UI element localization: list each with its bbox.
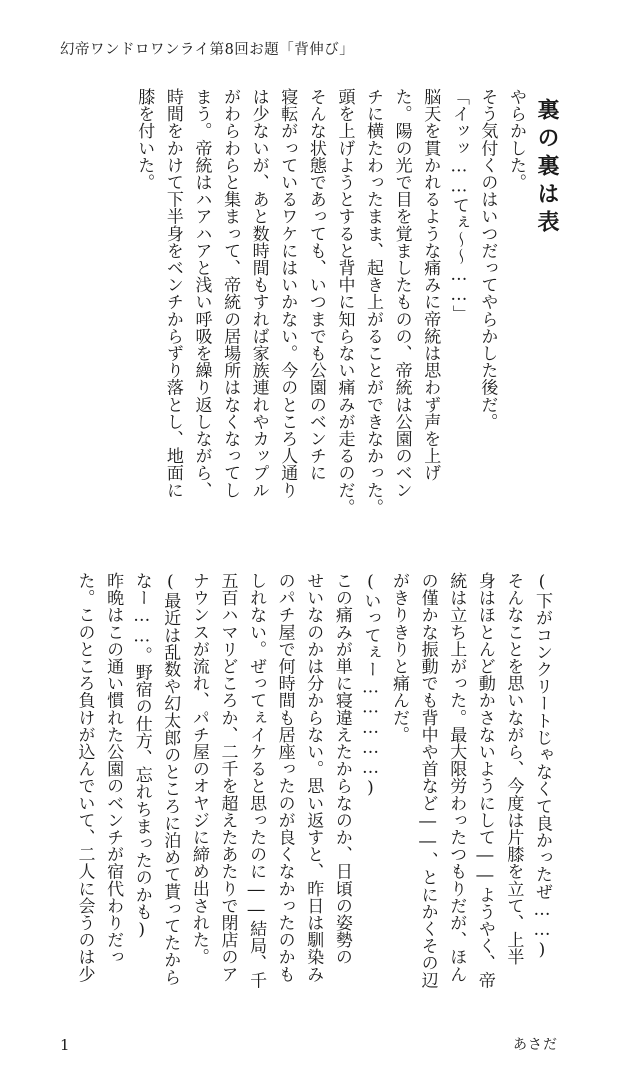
lower-text-block — [56, 572, 556, 1004]
text-line: のパチ屋で何時間も居座ったのが良くなかったのかも — [274, 572, 295, 983]
text-line: しれない。ぜってぇイケると思ったのに――結局、千 — [246, 572, 267, 989]
text-line: は少ないが、あと数時間もすれば家族連れやカップル — [248, 88, 269, 499]
text-line: なー……。野宿の仕方、忘れちまったのかも) — [131, 572, 152, 941]
text-line: ナウンスが流れ、パチ屋のオヤジに締め出された。 — [188, 572, 209, 966]
text-line: 時間をかけて下半身をベンチからずり落とし、地面に — [162, 88, 183, 499]
author-name: あさだ — [513, 1037, 558, 1053]
text-line: た。陽の光で目を覚ましたものの、帝統は公園のベン — [391, 88, 412, 499]
text-line: 脳天を貫かれるような痛みに帝統は思わず声を上げ — [420, 88, 441, 482]
text-line: やらかした。 — [506, 88, 526, 191]
text-line: 膝を付いた。 — [134, 88, 155, 191]
text-line: この痛みが単に寝違えたからなのか、日頃の姿勢の — [331, 572, 352, 966]
text-line: がきりきりと痛んだ。 — [389, 572, 410, 743]
text-line: (下がコンクリートじゃなくて良かったぜ……) — [532, 572, 552, 961]
text-line: せいなのかは分からない。思い返すと、昨日は馴染み — [303, 572, 324, 983]
text-line: 五百ハマリどころか、二千を超えたあたりで閉店のア — [217, 572, 238, 983]
text-line: 頭を上げようとすると背中に知らない痛みが走るのだ。 — [334, 88, 355, 516]
page-number: 1 — [60, 1036, 70, 1054]
text-line: チに横たわったまま、起き上がることができなかった。 — [363, 88, 384, 516]
text-line: 昨晩はこの通い慣れた公園のベンチが宿代わりだっ — [103, 572, 124, 966]
text-line: (いってぇー……………) — [360, 572, 381, 799]
text-line: そう気付くのはいつだってやらかした後だ。 — [477, 88, 498, 430]
text-line: そんなことを思いながら、今度は片膝を立て、上半 — [503, 572, 524, 966]
text-line: まう。帝統はハアハアと浅い呼吸を繰り返しながら、 — [191, 88, 212, 499]
text-line: 身はほとんど動かさないようにして――ようやく、帝 — [474, 572, 495, 989]
text-line: がわらわらと集まって、帝統の居場所はなくなってし — [220, 88, 241, 499]
upper-text-block — [70, 88, 530, 523]
text-line: (最近は乱数や幻太郎のところに泊めて貰ってたから — [160, 572, 181, 986]
series-header: 幻帝ワンドロワンライ第8回お題「背伸び」 — [60, 42, 355, 58]
text-line: そんな状態であっても、いつまでも公園のベンチに — [305, 88, 326, 482]
story-title: 裏の裏は表 — [534, 98, 560, 238]
text-line: 「イッッ……てぇ〜〜……」 — [448, 88, 469, 323]
text-line: の僅かな振動でも背中や首など――、とにかくその辺 — [417, 572, 438, 989]
text-line: 統は立ち上がった。最大限労わったつもりだが、ほん — [446, 572, 467, 983]
text-line: 寝転がっているワケにはいかない。今のところ人通り — [277, 88, 298, 499]
text-line: た。このところ負けが込んでいて、二人に会うのは少 — [74, 572, 95, 983]
